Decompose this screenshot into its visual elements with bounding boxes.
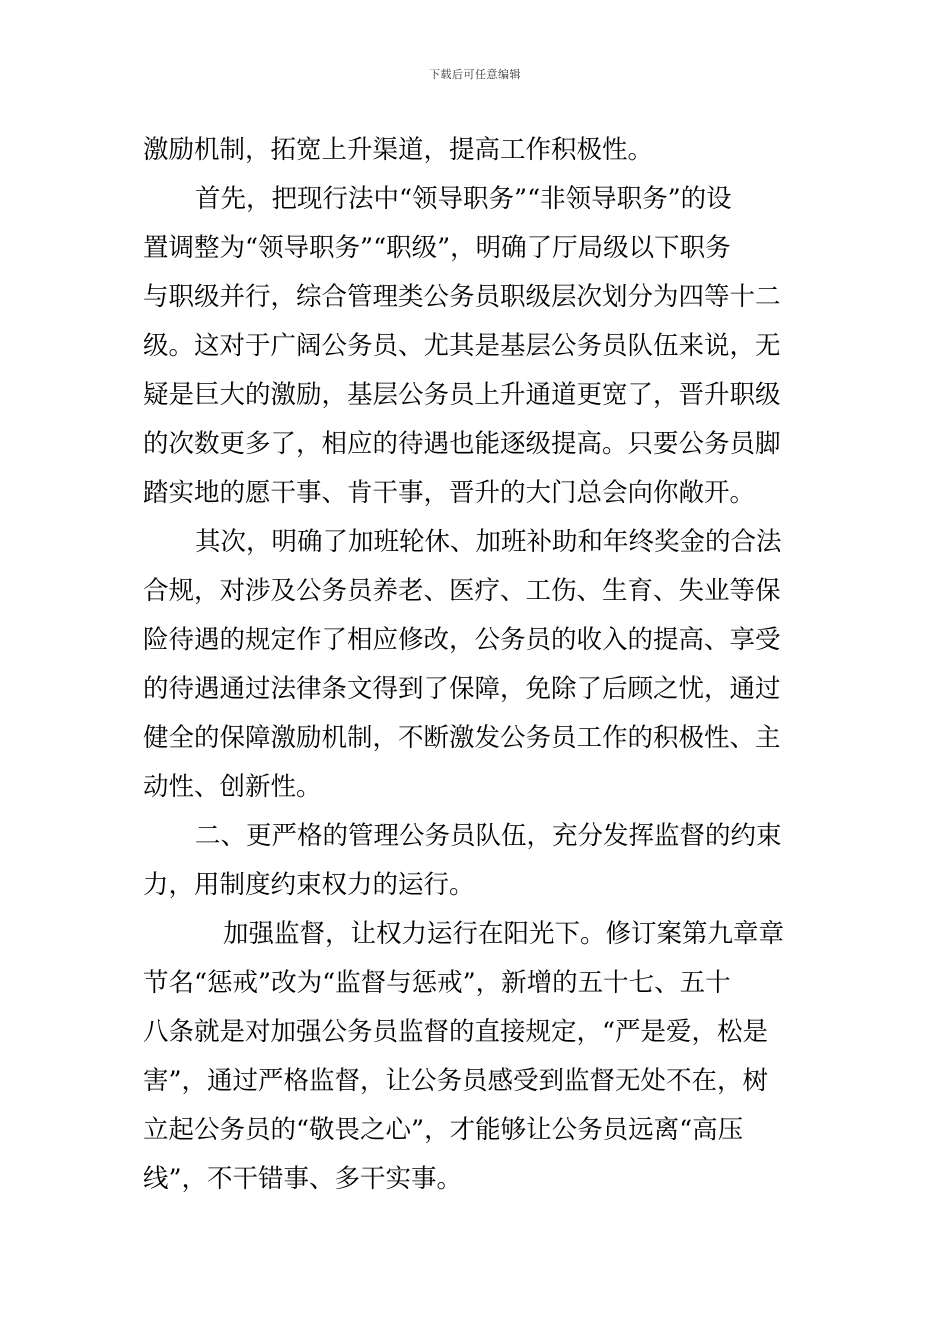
text-line: 八条就是对加强公务员监督的直接规定，“严是爱，松是 [143, 1017, 769, 1047]
section-heading-line: 力，用制度约束权力的运行。 [143, 870, 475, 900]
text-line: 节名“惩戒”改为“监督与惩戒”，新增的五十七、五十 [143, 968, 731, 998]
text-line: 合规，对涉及公务员养老、医疗、工伤、生育、失业等保 [143, 576, 781, 606]
paragraph-first-line: 加强监督，让权力运行在阳光下。修订案第九章章 [223, 919, 785, 949]
text-line: 与职级并行，综合管理类公务员职级层次划分为四等十二 [143, 282, 781, 312]
text-line: 险待遇的规定作了相应修改，公务员的收入的提高、享受 [143, 625, 781, 655]
text-line: 置调整为“领导职务”“职级”，明确了厅局级以下职务 [143, 233, 731, 263]
header-note: 下载后可任意编辑 [429, 68, 521, 81]
text-line: 级。这对于广阔公务员、尤其是基层公务员队伍来说，无 [143, 331, 781, 361]
text-line: 立起公务员的“敬畏之心”，才能够让公务员远离“高压 [143, 1115, 744, 1145]
text-line: 激励机制，拓宽上升渠道，提高工作积极性。 [143, 135, 654, 165]
body-text [143, 126, 809, 1204]
text-line: 动性、创新性。 [143, 772, 322, 802]
text-line: 线”，不干错事、多干实事。 [143, 1164, 463, 1194]
paragraph-first-line: 其次，明确了加班轮休、加班补助和年终奖金的合法 [195, 527, 782, 557]
text-line: 踏实地的愿干事、肯干事，晋升的大门总会向你敞开。 [143, 478, 756, 508]
text-line: 的次数更多了，相应的待遇也能逐级提高。只要公务员脚 [143, 429, 781, 459]
text-line: 健全的保障激励机制，不断激发公务员工作的积极性、主 [143, 723, 781, 753]
section-heading-line: 二、更严格的管理公务员队伍，充分发挥监督的约束 [195, 821, 782, 851]
text-line: 的待遇通过法律条文得到了保障，免除了后顾之忧，通过 [143, 674, 781, 704]
text-line: 疑是巨大的激励，基层公务员上升通道更宽了，晋升职级 [143, 380, 781, 410]
text-line: 害”，通过严格监督，让公务员感受到监督无处不在，树 [143, 1066, 769, 1096]
paragraph-first-line: 首先，把现行法中“领导职务”“非领导职务”的设 [195, 184, 732, 214]
